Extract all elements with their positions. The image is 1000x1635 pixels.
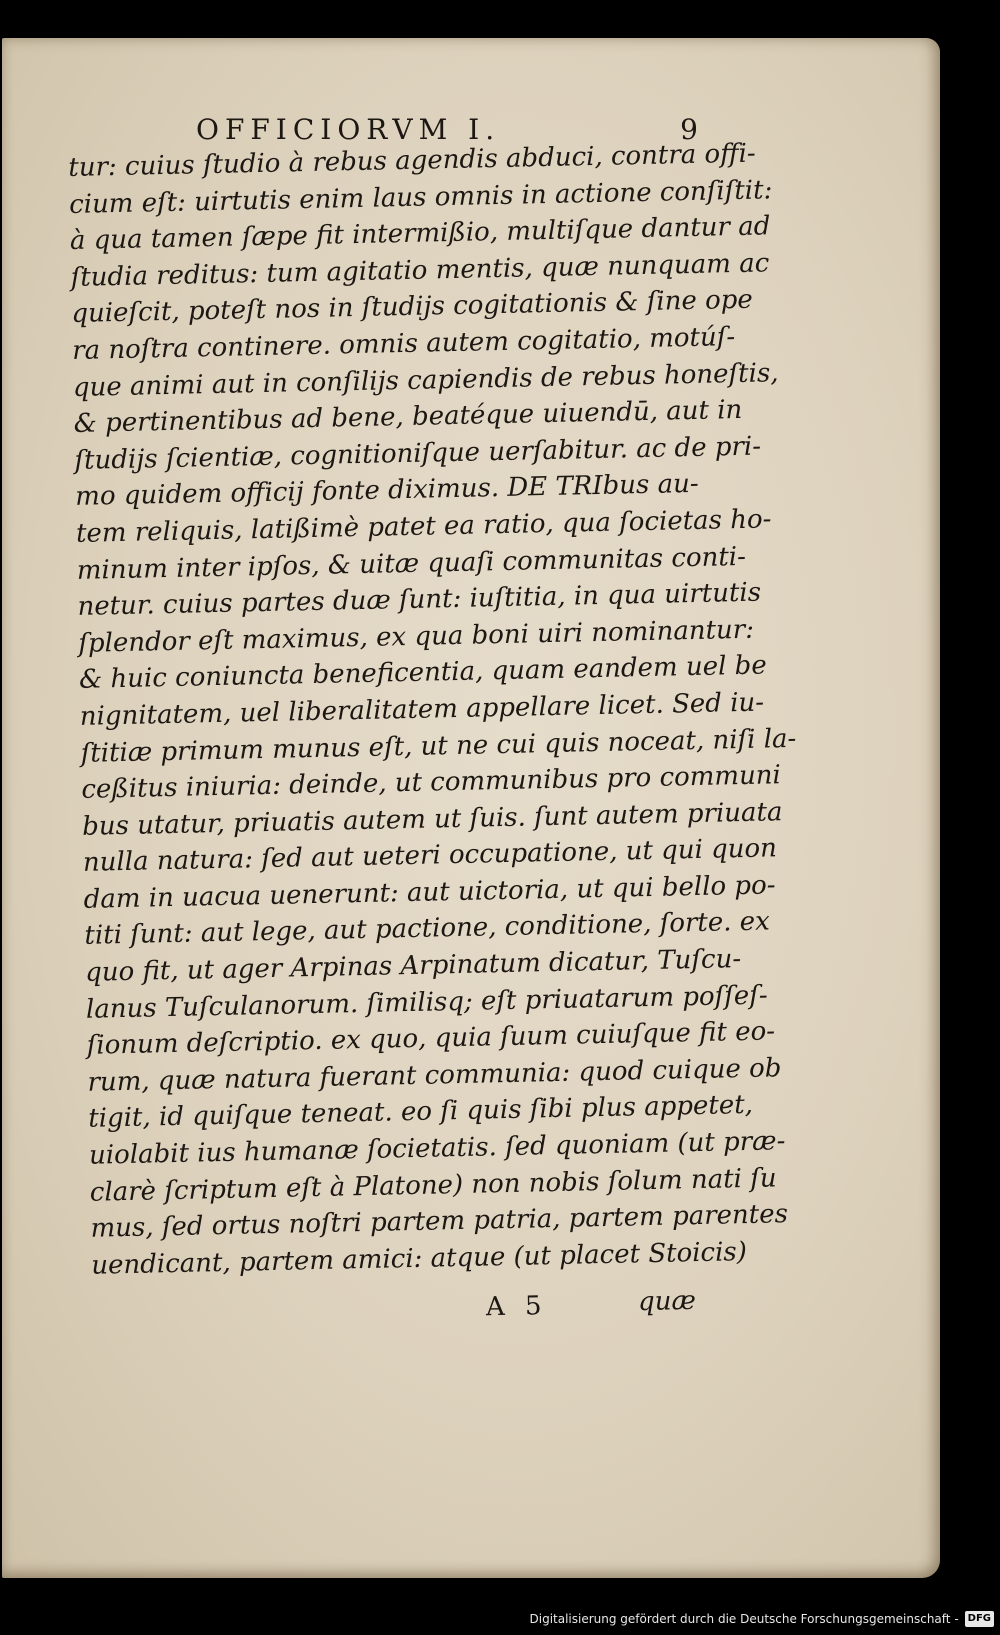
text-line: mus, ſed ortus noſtri partem patria, partem parentes — [90, 1199, 789, 1244]
text-line: cium eſt: uirtutis enim laus omnis in actione conſiſtit: — [68, 174, 773, 220]
running-title: OFFICIORVM I. — [196, 113, 501, 146]
body-text — [68, 137, 797, 1284]
text-line: à qua tamen ſæpe fit intermißio, multiſque dantur ad — [69, 211, 771, 257]
text-line: rum, quæ natura fuerant communia: quod cuique ob — [87, 1053, 782, 1098]
text-line: & pertinentibus ad bene, beatéque uiuendū, aut in — [73, 395, 743, 440]
text-line: tigit, id quiſque teneat. eo ſi quis ſibi plus appetet, — [87, 1090, 754, 1135]
text-line: lanus Tuſculanorum. ſimilisq; eſt priuatarum poſſeſ- — [85, 980, 768, 1025]
text-line: minum inter ipſos, & uitæ quaſi communitas conti- — [76, 541, 747, 586]
text-line: netur. cuius partes duæ ſunt: iuſtitia, in qua uirtutis — [77, 577, 762, 623]
text-line: titi ſunt: aut lege, aut pactione, conditione, ſorte. ex — [84, 906, 771, 952]
text-line: nulla natura: ſed aut ueteri occupatione, ut qui quon — [82, 833, 778, 879]
text-line: quieſcit, poteſt nos in ſtudijs cogitationis & ſine ope — [71, 285, 754, 330]
text-line: ſtudijs ſcientiæ, cognitioniſque uerſabitur. ac de pri- — [74, 431, 762, 476]
text-line: ſtitiæ primum munus eſt, ut ne cui quis noceat, niſi la- — [80, 723, 797, 769]
text-line: & huic coniuncta beneficentia, quam eandem uel be — [78, 650, 767, 696]
text-line: uiolabit ius humanæ ſocietatis. ſed quoniam (ut præ- — [88, 1126, 786, 1171]
text-line: mo quidem officij fonte diximus. DE TRIbus au- — [74, 469, 699, 513]
text-line: ra noſtra continere. omnis autem cogitatio, motúſ- — [71, 322, 736, 366]
digitization-credit — [530, 1607, 995, 1631]
text-line: tem reliquis, latißimè patet ea ratio, qua ſocietas ho- — [75, 504, 772, 549]
credit-text: Digitalisierung gefördert durch die Deutsche Forschungsgemeinschaft - — [529, 1612, 959, 1626]
text-line: ſplendor eſt maximus, ex qua boni uiri nominantur: — [78, 614, 755, 659]
text-line: bus utatur, priuatis autem ut ſuis. ſunt autem priuata — [81, 796, 783, 842]
text-line: uendicant, partem amici: atque (ut placet Stoicis) — [91, 1236, 748, 1281]
text-line: que animi aut in conſilijs capiendis de rebus honeſtis, — [72, 357, 779, 403]
text-line: ceßitus iniuria: deinde, ut communibus pro communi — [81, 760, 782, 805]
page-number: 9 — [680, 113, 698, 146]
text-line: dam in uacua uenerunt: aut uictoria, ut qui bello po- — [83, 870, 776, 915]
dfg-logo: DFG — [965, 1611, 994, 1627]
text-line: ſtudia reditus: tum agitatio mentis, quæ nunquam ac — [70, 248, 770, 293]
signature-mark: A 5 — [485, 1290, 548, 1323]
catchword: quæ — [637, 1285, 697, 1318]
text-line: clarè ſcriptum eſt à Platone) non nobis ſolum nati ſu — [89, 1163, 777, 1208]
text-line: nignitatem, uel liberalitatem appellare licet. Sed iu- — [79, 687, 765, 732]
text-line: ſionum deſcriptio. ex quo, quia ſuum cuiuſque fit eo- — [86, 1016, 776, 1062]
text-line: tur: cuius ſtudio à rebus agendis abduci, contra offi- — [68, 138, 756, 183]
page-footer — [470, 1287, 721, 1326]
text-line: quo fit, ut ager Arpinas Arpinatum dicatur, Tuſcu- — [84, 944, 742, 988]
